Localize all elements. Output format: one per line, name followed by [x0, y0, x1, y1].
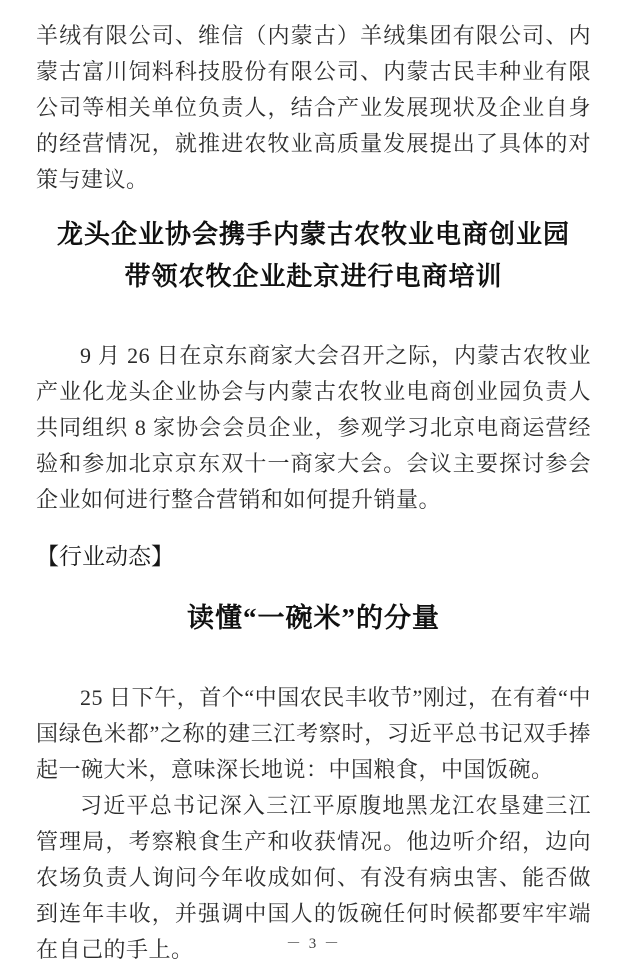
article-1-title	[36, 214, 591, 298]
article-2-title: 读懂“一碗米”的分量	[187, 603, 440, 633]
intro-continuation-paragraph: 羊绒有限公司、维信（内蒙古）羊绒集团有限公司、内蒙古富川饲料科技股份有限公司、内蒙古民丰种业有限公司等相关单位负责人，结合产业发展现状及企业自身的经营情况，就推进农牧业高质量发展提出了具体的对策与建议。	[36, 23, 591, 192]
section-label-industry-news: 【行业动态】	[36, 544, 174, 570]
article-2-paragraph-1: 25 日下午，首个“中国农民丰收节”刚过，在有着“中国绿色米都”之称的建三江考察时，习近平总书记双手捧起一碗大米，意味深长地说：中国粮食，中国饭碗。	[36, 685, 591, 782]
page-number-footer: － 3 －	[285, 936, 341, 952]
article-2-paragraph-2: 习近平总书记深入三江平原腹地黑龙江农垦建三江管理局，考察粮食生产和收获情况。他边听介绍，边向农场负责人询问今年收成如何、有没有病虫害、能否做到连年丰收，并强调中国人的饭碗任何时候都要牢牢端在自己的手上。	[36, 793, 591, 962]
article-1-title-line1: 龙头企业协会携手内蒙古农牧业电商创业园	[56, 220, 570, 249]
article-1-title-line2: 带领农牧企业赴京进行电商培训	[124, 262, 503, 291]
article-1-body-paragraph: 9 月 26 日在京东商家大会召开之际，内蒙古农牧业产业化龙头企业协会与内蒙古农牧业电商创业园负责人共同组织 8 家协会会员企业，参观学习北京电商运营经验和参加北京京东双十一商家大会。会议主要探讨参会企业如何进行整合营销和如何提升销量。	[36, 343, 591, 512]
